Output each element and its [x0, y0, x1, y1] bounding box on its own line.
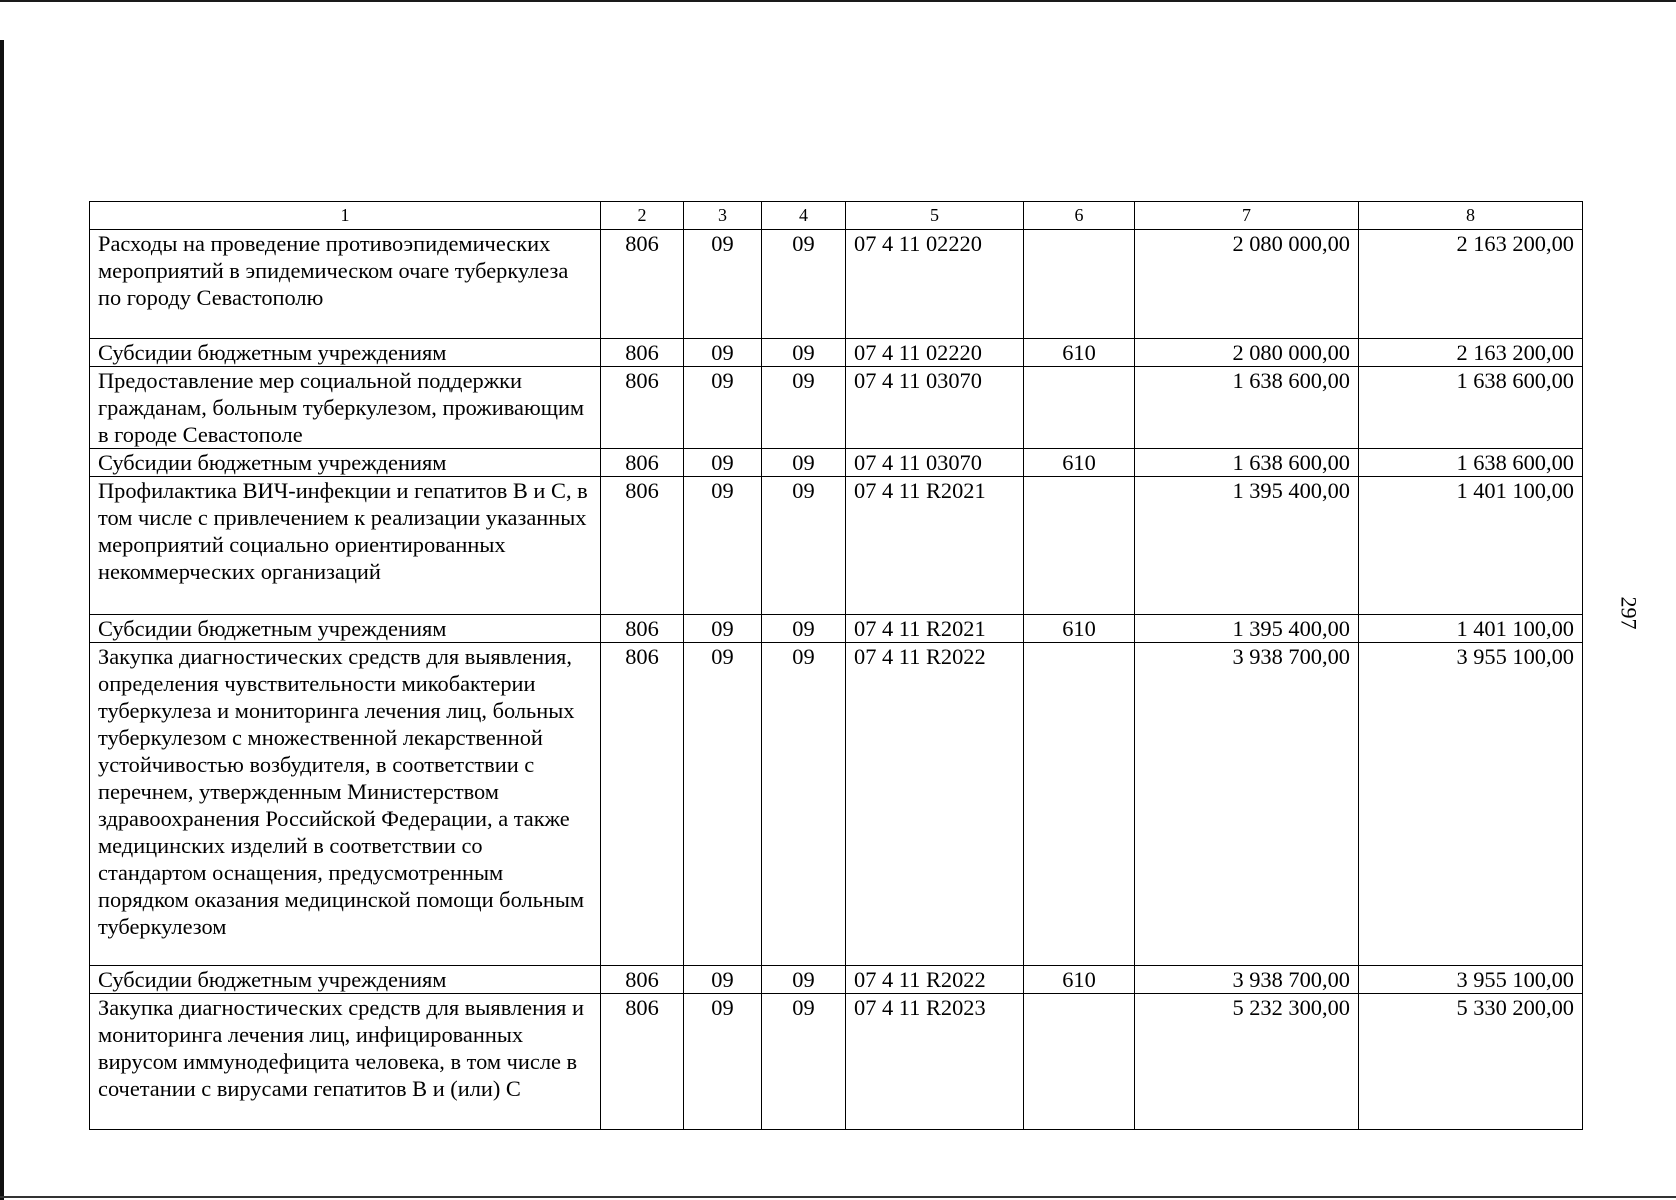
row-sum-1: 1 638 600,00	[1135, 449, 1359, 477]
table-row	[90, 643, 1583, 966]
scan-edge-bottom	[0, 1196, 1676, 1198]
row-rz: 09	[684, 643, 762, 966]
table-row	[90, 339, 1583, 367]
row-csr: 07 4 11 02220	[846, 230, 1024, 339]
row-name: Закупка диагностических средств для выявления, определения чувствительности микобактерии туберкулеза и мониторинга лечения лиц, больных туберкулезом с множественной лекарственной устойчивостью возбудителя, в соответствии с перечнем, утвержденным Министерством здравоохранения Российской Федерации, а также медицинских изделий в соответствии со стандартом оснащения, предусмотренным порядком оказания медицинской помощи больным туберкулезом	[90, 643, 601, 966]
row-name: Субсидии бюджетным учреждениям	[90, 966, 601, 994]
row-csr: 07 4 11 R2021	[846, 477, 1024, 615]
row-grbs: 806	[601, 966, 684, 994]
row-vr: 610	[1024, 966, 1135, 994]
header-col-2: 2	[601, 202, 684, 230]
scan-edge-top	[0, 0, 1676, 2]
row-pr: 09	[762, 367, 846, 449]
row-rz: 09	[684, 449, 762, 477]
row-vr	[1024, 994, 1135, 1130]
header-col-6: 6	[1024, 202, 1135, 230]
row-sum-2: 1 638 600,00	[1359, 449, 1583, 477]
row-pr: 09	[762, 230, 846, 339]
row-vr	[1024, 477, 1135, 615]
row-sum-2: 3 955 100,00	[1359, 643, 1583, 966]
table-row	[90, 477, 1583, 615]
row-pr: 09	[762, 339, 846, 367]
row-sum-2: 3 955 100,00	[1359, 966, 1583, 994]
row-sum-2: 2 163 200,00	[1359, 230, 1583, 339]
header-col-1: 1	[90, 202, 601, 230]
row-grbs: 806	[601, 339, 684, 367]
row-csr: 07 4 11 R2022	[846, 966, 1024, 994]
row-vr	[1024, 367, 1135, 449]
row-name: Закупка диагностических средств для выявления и мониторинга лечения лиц, инфицированных вирусом иммунодефицита человека, в том числе в сочетании с вирусами гепатитов В и (или) С	[90, 994, 601, 1130]
row-pr: 09	[762, 615, 846, 643]
table-row	[90, 966, 1583, 994]
row-grbs: 806	[601, 477, 684, 615]
header-col-8: 8	[1359, 202, 1583, 230]
row-csr: 07 4 11 02220	[846, 339, 1024, 367]
row-vr: 610	[1024, 449, 1135, 477]
row-rz: 09	[684, 230, 762, 339]
row-name: Расходы на проведение противоэпидемических мероприятий в эпидемическом очаге туберкулеза по городу Севастополю	[90, 230, 601, 339]
row-name: Предоставление мер социальной поддержки гражданам, больным туберкулезом, проживающим в городе Севастополе	[90, 367, 601, 449]
row-sum-1: 1 638 600,00	[1135, 367, 1359, 449]
row-csr: 07 4 11 R2021	[846, 615, 1024, 643]
row-rz: 09	[684, 966, 762, 994]
row-name: Субсидии бюджетным учреждениям	[90, 615, 601, 643]
row-name: Профилактика ВИЧ-инфекции и гепатитов В и С, в том числе с привлечением к реализации указанных мероприятий социально ориентированных некоммерческих организаций	[90, 477, 601, 615]
row-rz: 09	[684, 477, 762, 615]
row-sum-2: 1 401 100,00	[1359, 615, 1583, 643]
row-csr: 07 4 11 03070	[846, 449, 1024, 477]
row-pr: 09	[762, 994, 846, 1130]
row-csr: 07 4 11 R2022	[846, 643, 1024, 966]
page-number: 297	[1616, 596, 1642, 630]
row-sum-1: 2 080 000,00	[1135, 230, 1359, 339]
row-name: Субсидии бюджетным учреждениям	[90, 339, 601, 367]
table-row	[90, 230, 1583, 339]
row-pr: 09	[762, 449, 846, 477]
row-sum-1: 3 938 700,00	[1135, 966, 1359, 994]
row-rz: 09	[684, 367, 762, 449]
row-grbs: 806	[601, 643, 684, 966]
row-pr: 09	[762, 966, 846, 994]
row-sum-1: 1 395 400,00	[1135, 477, 1359, 615]
row-vr: 610	[1024, 615, 1135, 643]
row-rz: 09	[684, 994, 762, 1130]
row-rz: 09	[684, 615, 762, 643]
row-grbs: 806	[601, 449, 684, 477]
table-header-row	[90, 202, 1583, 230]
row-sum-1: 3 938 700,00	[1135, 643, 1359, 966]
row-vr	[1024, 230, 1135, 339]
header-col-7: 7	[1135, 202, 1359, 230]
row-grbs: 806	[601, 230, 684, 339]
header-col-4: 4	[762, 202, 846, 230]
row-sum-2: 5 330 200,00	[1359, 994, 1583, 1130]
row-sum-2: 1 638 600,00	[1359, 367, 1583, 449]
table-row	[90, 994, 1583, 1130]
row-vr	[1024, 643, 1135, 966]
row-sum-2: 1 401 100,00	[1359, 477, 1583, 615]
row-sum-1: 1 395 400,00	[1135, 615, 1359, 643]
row-sum-1: 2 080 000,00	[1135, 339, 1359, 367]
row-pr: 09	[762, 643, 846, 966]
row-csr: 07 4 11 03070	[846, 367, 1024, 449]
row-grbs: 806	[601, 615, 684, 643]
row-name: Субсидии бюджетным учреждениям	[90, 449, 601, 477]
row-vr: 610	[1024, 339, 1135, 367]
row-sum-1: 5 232 300,00	[1135, 994, 1359, 1130]
table-row	[90, 367, 1583, 449]
row-sum-2: 2 163 200,00	[1359, 339, 1583, 367]
table-row	[90, 449, 1583, 477]
table-row	[90, 615, 1583, 643]
budget-table	[89, 201, 1583, 1130]
row-pr: 09	[762, 477, 846, 615]
header-col-3: 3	[684, 202, 762, 230]
row-grbs: 806	[601, 367, 684, 449]
scan-edge-left	[0, 40, 4, 1200]
row-csr: 07 4 11 R2023	[846, 994, 1024, 1130]
row-rz: 09	[684, 339, 762, 367]
header-col-5: 5	[846, 202, 1024, 230]
row-grbs: 806	[601, 994, 684, 1130]
